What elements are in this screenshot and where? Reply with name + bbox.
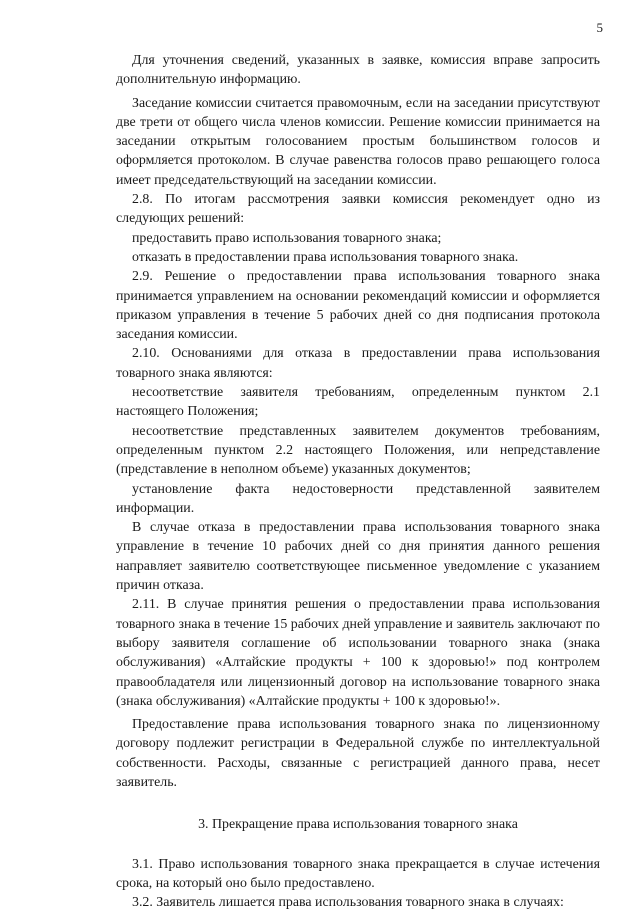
- list-item: несоответствие представленных заявителем документов требованиям, определенным пунктом 2.2 настоящего Положения, или непредставление (представление в неполном объеме) указанных документов;: [116, 423, 600, 478]
- paragraph: 2.9. Решение о предоставлении права использования товарного знака принимается управлением на основании рекомендаций комиссии и оформляется приказом управления в течение 5 рабочих дней со дня подписания протокола заседания комиссии.: [116, 269, 600, 343]
- paragraph: 2.10. Основаниями для отказа в предоставлении права использования товарного знака являются:: [116, 346, 600, 381]
- paragraph: 2.11. В случае принятия решения о предоставлении права использования товарного знака в течение 15 рабочих дней управление и заявитель заключают по выбору заявителя соглашение об использовании товарного знака (знака обслуживания) «Алтайские продукты + 100 к здоровью!» под контролем правообладателя или лицензионный договор на использование товарного знака (знака обслуживания) «Алтайские продукты + 100 к здоровью!».: [116, 597, 600, 709]
- section-title: 3. Прекращение права использования товарного знака: [198, 817, 518, 833]
- list-item: установление факта недостоверности представленной заявителем информации.: [116, 481, 600, 516]
- list-item: предоставить право использования товарного знака;: [132, 230, 442, 246]
- paragraph: Заседание комиссии считается правомочным, если на заседании присутствуют две трети от общего числа членов комиссии. Решение комиссии принимается на заседании открытым голосованием простым большинством голосов и оформляется протоколом. В случае равенства голосов право решающего голоса имеет председательствующий на заседании комиссии.: [116, 95, 600, 188]
- paragraph: В случае отказа в предоставлении права использования товарного знака управление в течение 10 рабочих дней со дня принятия данного решения направляет заявителю соответствующее письменное уведомление с указанием причин отказа.: [116, 520, 600, 594]
- page-number: 5: [596, 20, 603, 35]
- paragraph: 2.8. По итогам рассмотрения заявки комиссия рекомендует одно из следующих решений:: [116, 192, 600, 227]
- paragraph: 3.1. Право использования товарного знака прекращается в случае истечения срока, на который оно было предоставлено.: [116, 856, 600, 891]
- document-body: [116, 51, 600, 912]
- list-item: несоответствие заявителя требованиям, определенным пунктом 2.1 настоящего Положения;: [116, 385, 600, 420]
- paragraph: 3.2. Заявитель лишается права использования товарного знака в случаях:: [132, 895, 564, 911]
- paragraph: Предоставление права использования товарного знака по лицензионному договору подлежит регистрации в Федеральной службе по интеллектуальной собственности. Расходы, связанные с регистрацией данного права, несет заявитель.: [116, 717, 600, 790]
- list-item: отказать в предоставлении права использования товарного знака.: [132, 249, 519, 265]
- paragraph: Для уточнения сведений, указанных в заявке, комиссия вправе запросить дополнительную информацию.: [116, 53, 600, 88]
